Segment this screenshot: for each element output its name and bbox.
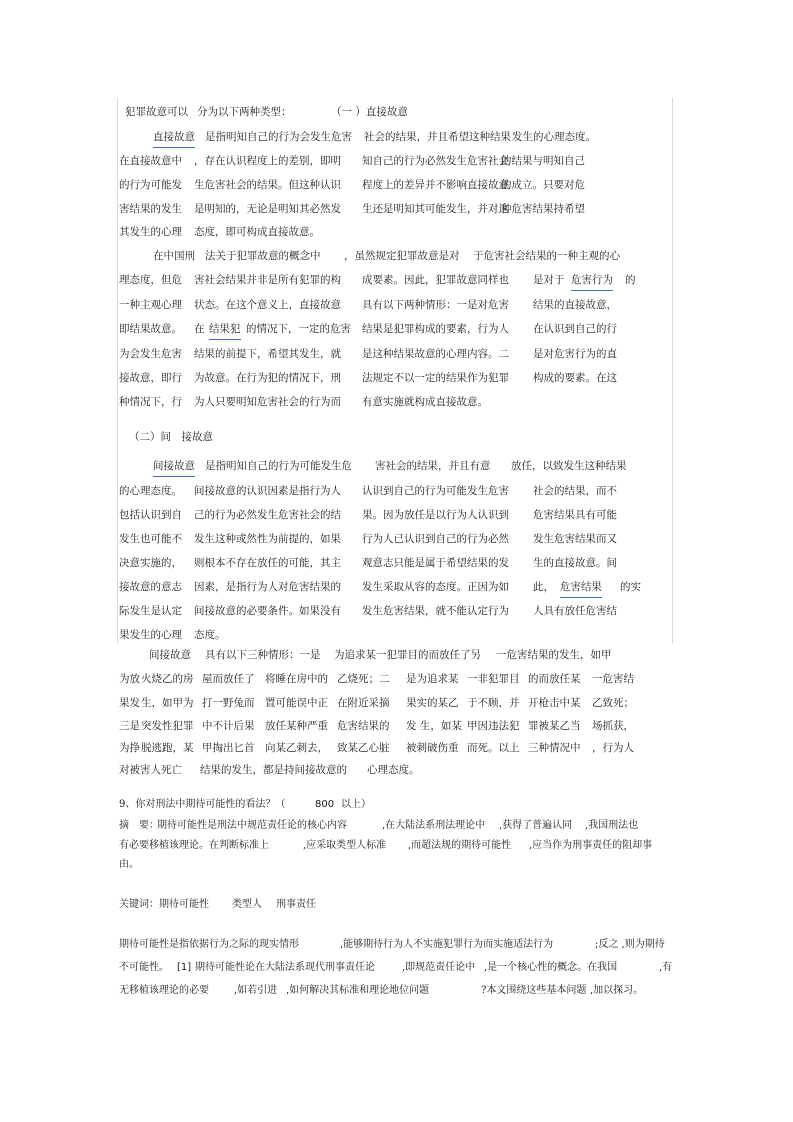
text: 三种情况中 [528, 742, 581, 754]
text: 为人只要明知危害社会的行为而 [194, 396, 341, 408]
text: 状态。在这个意义上，直接故意 [194, 299, 341, 311]
text: 种危害结果持希望 [501, 203, 585, 215]
text: 于不顾，并 [467, 697, 520, 709]
body-line [119, 935, 674, 955]
text-row [119, 199, 674, 219]
text: 知自己的行为必然发生危害社会 [362, 155, 509, 167]
text: ,获得了普遍认同 [499, 820, 573, 831]
text-row [119, 270, 674, 290]
text-row [119, 222, 674, 242]
question-text: 以上） [341, 799, 371, 810]
text: 不可能性。 [119, 962, 169, 973]
text: 果发生的心理 [119, 629, 182, 641]
text: 构成的要素。在这 [533, 372, 617, 384]
text: 观意志只能是属于希望结果的发 [362, 557, 509, 569]
text-row [119, 693, 674, 713]
abstract-line [119, 816, 674, 836]
text: 三是 [119, 720, 140, 732]
question-title [119, 795, 674, 815]
text: ,有 [659, 962, 673, 973]
text: ,即规范责任论中 [402, 962, 476, 973]
text-row [119, 553, 674, 573]
text-row [119, 577, 674, 597]
text: 此， [533, 581, 554, 593]
text: ，虽然规定犯罪故意是对 [344, 250, 460, 262]
text: 在中国刑 [153, 250, 195, 262]
text: 的心理态度。 [119, 485, 182, 497]
text: 发生的心理态度。 [512, 131, 596, 143]
text: 结果的发生，都是持间接故意的 [200, 764, 347, 776]
text-row [119, 669, 674, 689]
text-row [119, 319, 674, 339]
text: 的实 [620, 581, 641, 593]
text-row [119, 601, 674, 621]
heading-direct-intent: （一 ）直接故意 [331, 106, 408, 118]
text: 火烧乙的房 [141, 673, 194, 685]
text: 在 [194, 323, 205, 335]
text: 的成立。只要对危 [501, 179, 585, 191]
text: 向某乙刺去， [265, 742, 328, 754]
text: 程度上的差异并不影响直接故意 [362, 179, 509, 191]
text: 即结果故意。 [119, 323, 182, 335]
text: 打一野兔而 [202, 697, 255, 709]
text: 是指明知自己的行为可能发生危 [205, 460, 352, 472]
text-row [119, 392, 674, 412]
text-row [119, 246, 674, 266]
word-count: 800 [315, 799, 335, 810]
text: 致某乙心脏 [337, 742, 390, 754]
text: 果实的某乙 [406, 697, 459, 709]
text-row [119, 625, 674, 645]
text: 生的直接故意。间 [533, 557, 617, 569]
text: 生，如甲为 [141, 697, 194, 709]
text: 危害结果具有可能 [533, 509, 617, 521]
text: 无移植该理论的必要 [119, 985, 209, 996]
text: 甲因违法犯 [467, 720, 520, 732]
text: 具有以下两种情形：一是对危害 [362, 299, 509, 311]
text-row [119, 368, 674, 388]
text: 一种主观心理 [119, 299, 182, 311]
keyword: 类型人 [232, 899, 262, 910]
heading-text: （二）间 接故意 [129, 431, 213, 443]
abstract-line [119, 836, 674, 856]
keywords-label: 关键词： [119, 899, 159, 910]
text: ,在大陆法系刑法理论中 [382, 820, 486, 831]
text-row [119, 151, 674, 171]
text: 一危害结果的发生，如甲 [496, 649, 612, 661]
text: 于危害社会结果的一种主观的心 [473, 250, 620, 262]
text-row [119, 716, 674, 736]
text: 果。因为放任是以行为人认识到 [362, 509, 509, 521]
text: 有意实施就构成直接故意。 [362, 396, 488, 408]
text-row [119, 295, 674, 315]
term-link[interactable]: 间接故意 [153, 456, 195, 477]
text: 社会的结果，并且希望这种结果 [364, 131, 511, 143]
text-row [119, 505, 674, 525]
text: 际发生是认定 [119, 605, 182, 617]
abstract-line [119, 855, 674, 875]
text: 间接故意的认识因素是指行为人 [194, 485, 341, 497]
text: 法规定不以一定的结果作为犯罪 [362, 372, 509, 384]
heading-indirect-intent [119, 427, 674, 447]
text: 行为人已认识到自己的行为必然 [362, 533, 509, 545]
text-row [119, 738, 674, 758]
term-link[interactable]: 直接故意 [153, 127, 195, 148]
text: 心理态度。 [367, 764, 420, 776]
text: 态度。 [194, 629, 226, 641]
text: 为放 [119, 673, 140, 685]
text: 间接故意的必要条件。如果没有 [194, 605, 341, 617]
text: 间接故意 [149, 649, 191, 661]
text: 发生危害结果，就不能认定行为 [362, 605, 509, 617]
text-row [119, 645, 674, 665]
text: ,而超法规的期待可能性 [408, 840, 512, 851]
text: 为故意。在行为犯的情况下，刑 [194, 372, 341, 384]
text: 甲掏出匕首 [202, 742, 255, 754]
text: 放任某种严重 [265, 720, 328, 732]
text: ,应采取类型人标准 [303, 840, 387, 851]
text: 生危害社会的结果。但这种认识 [194, 179, 341, 191]
text: ，行为人 [592, 742, 634, 754]
text: 突发性犯罪 [141, 720, 194, 732]
text: ，存在认识程度上的差别，即明 [194, 155, 341, 167]
text: 害结果的发生 [119, 203, 182, 215]
text: 其发生的心理 [119, 226, 182, 238]
text: 发 生，如某 [406, 720, 462, 732]
keywords-line [119, 895, 674, 915]
text: 结果的前提下，希望其发生，就 [194, 348, 341, 360]
text: 己的行为必然发生危害社会的结 [194, 509, 341, 521]
text-row [119, 344, 674, 364]
text: 的结果与明知自己 [501, 155, 585, 167]
text: 社会的结果，而不 [533, 485, 617, 497]
text: 是这种结果故意的心理内容。二 [362, 348, 509, 360]
term-link[interactable]: 结果犯 [209, 319, 241, 340]
text: 是明知的，无论是明知其必然发 [194, 203, 341, 215]
text-row [119, 481, 674, 501]
term-link[interactable]: 危害结果 [560, 577, 602, 598]
text: 成要素。因此，犯罪故意同样也 [362, 274, 509, 286]
text: 脱逃跑，某 [141, 742, 194, 754]
text: 是为追求某 [406, 673, 459, 685]
text: ,加以探习。 [590, 985, 644, 996]
intro-text: 分为以下两种类型： [197, 106, 292, 118]
text: 果发 [119, 697, 140, 709]
text: 是对危害行为的直 [533, 348, 617, 360]
text: 发生采取从容的态度。正因为如 [362, 581, 509, 593]
text: 态度，即可构成直接故意。 [194, 226, 320, 238]
text: 害社会结果并非是所有犯罪的构 [194, 274, 341, 286]
text: ,我国刑法也 [585, 820, 639, 831]
text: 开枪击中某 [528, 697, 581, 709]
text: 期待可能性是指依据行为之际的现实情形 [119, 939, 299, 950]
text: 将睡在房中的 [265, 673, 328, 685]
margin-line-left [117, 98, 118, 643]
text: 为挣 [119, 742, 140, 754]
text: 期待可能性论在大陆法系现代刑事责任论 [195, 962, 375, 973]
text: 乙致死； [592, 697, 634, 709]
abstract-label: 摘 要： [119, 820, 159, 831]
intro-text: 犯罪故意可以 [125, 106, 188, 118]
text: 接故意，即行 [119, 372, 182, 384]
text: 结果是犯罪构成的要素，行为人 [362, 323, 509, 335]
text: 放任，以致发生这种结果 [511, 460, 627, 472]
question-text: 9、你对刑法中期待可能性的看法？（ [119, 799, 286, 810]
text: 中不计后果 [202, 720, 255, 732]
text: 的行为可能发 [119, 179, 182, 191]
text: 而死。以上 [467, 742, 520, 754]
body-line [119, 981, 674, 1001]
text: 种情况下，行 [119, 396, 182, 408]
text: 乙烧死；二 [337, 673, 390, 685]
text: ,如若引进 [234, 985, 278, 996]
text: 的情况下，一定的危害 [246, 323, 351, 335]
keyword: 刑事责任 [276, 899, 316, 910]
text: ,应当作为刑事责任的阻却事 [529, 840, 653, 851]
text: ,如何解决其标准和理论地位问题 [286, 985, 430, 996]
text: 一非犯罪目 [467, 673, 520, 685]
text: 对被害人死亡 [119, 764, 182, 776]
text: ,是一个核心性的概念。在我国 [484, 962, 618, 973]
text: 一危害结 [592, 673, 634, 685]
text-row [119, 529, 674, 549]
text: 被刺破伤重 [406, 742, 459, 754]
text: ;反之 ,则为期待 [595, 939, 665, 950]
text: 结果的直接故意， [533, 299, 617, 311]
term-link[interactable]: 危害行为 [571, 270, 613, 291]
text: 是对于 [533, 274, 565, 286]
text: 的而放任某 [528, 673, 581, 685]
text: 场抓获， [592, 720, 634, 732]
text: 则根本不存在放任的可能，其主 [194, 557, 341, 569]
text: 发生危害结果而又 [533, 533, 617, 545]
text: 为会发生危害 [119, 348, 182, 360]
text: 危害结果的 [337, 720, 390, 732]
text: 期待可能性是刑法中规范责任论的核心内容 [157, 820, 347, 831]
text: 包括认识到自 [119, 509, 182, 521]
text-row [119, 760, 674, 780]
text: 害社会的结果，并且有意 [375, 460, 491, 472]
text: 发生这种或然性为前提的，如果 [194, 533, 341, 545]
text: 理态度，但危 [119, 274, 182, 286]
text: 发生也可能不 [119, 533, 182, 545]
text: 有必要移植该理论。在判断标准上 [119, 840, 269, 851]
text: 由。 [119, 859, 139, 870]
text: 屋而放任了 [202, 673, 255, 685]
section-intro [119, 102, 674, 122]
text: 在附近采摘 [337, 697, 390, 709]
text: 在直接故意中 [119, 155, 182, 167]
text: 接故意的意志 [119, 581, 182, 593]
text-row [119, 175, 674, 195]
text: 具有以下三种情形：一是 [205, 649, 321, 661]
definition-line [119, 456, 674, 476]
text: 在认识到自己的行 [533, 323, 617, 335]
text: ?本文围绕这些基本问题 [481, 985, 587, 996]
citation-ref[interactable]: [1] [177, 962, 192, 973]
text: 罪被某乙当 [528, 720, 581, 732]
text: 法关于犯罪故意的概念中 [205, 250, 321, 262]
text: 认识到自己的行为可能发生危害 [362, 485, 509, 497]
text: 是指明知自己的行为会发生危害 [205, 131, 352, 143]
text: 为追求某一犯罪目的而放任了另 [334, 649, 481, 661]
keyword: 期待可能性 [159, 899, 209, 910]
text: 生还是明知其可能发生，并对这 [362, 203, 509, 215]
definition-line [119, 127, 674, 147]
text: ,能够期待行为人不实施犯罪行为而实施适法行为 [340, 939, 554, 950]
text: 置可能误中正 [265, 697, 328, 709]
text: 因素，是指行为人对危害结果的 [194, 581, 341, 593]
text: 的 [625, 274, 636, 286]
body-line [119, 958, 674, 978]
text: 决意实施的， [119, 557, 182, 569]
text: 人具有放任危害结 [533, 605, 617, 617]
